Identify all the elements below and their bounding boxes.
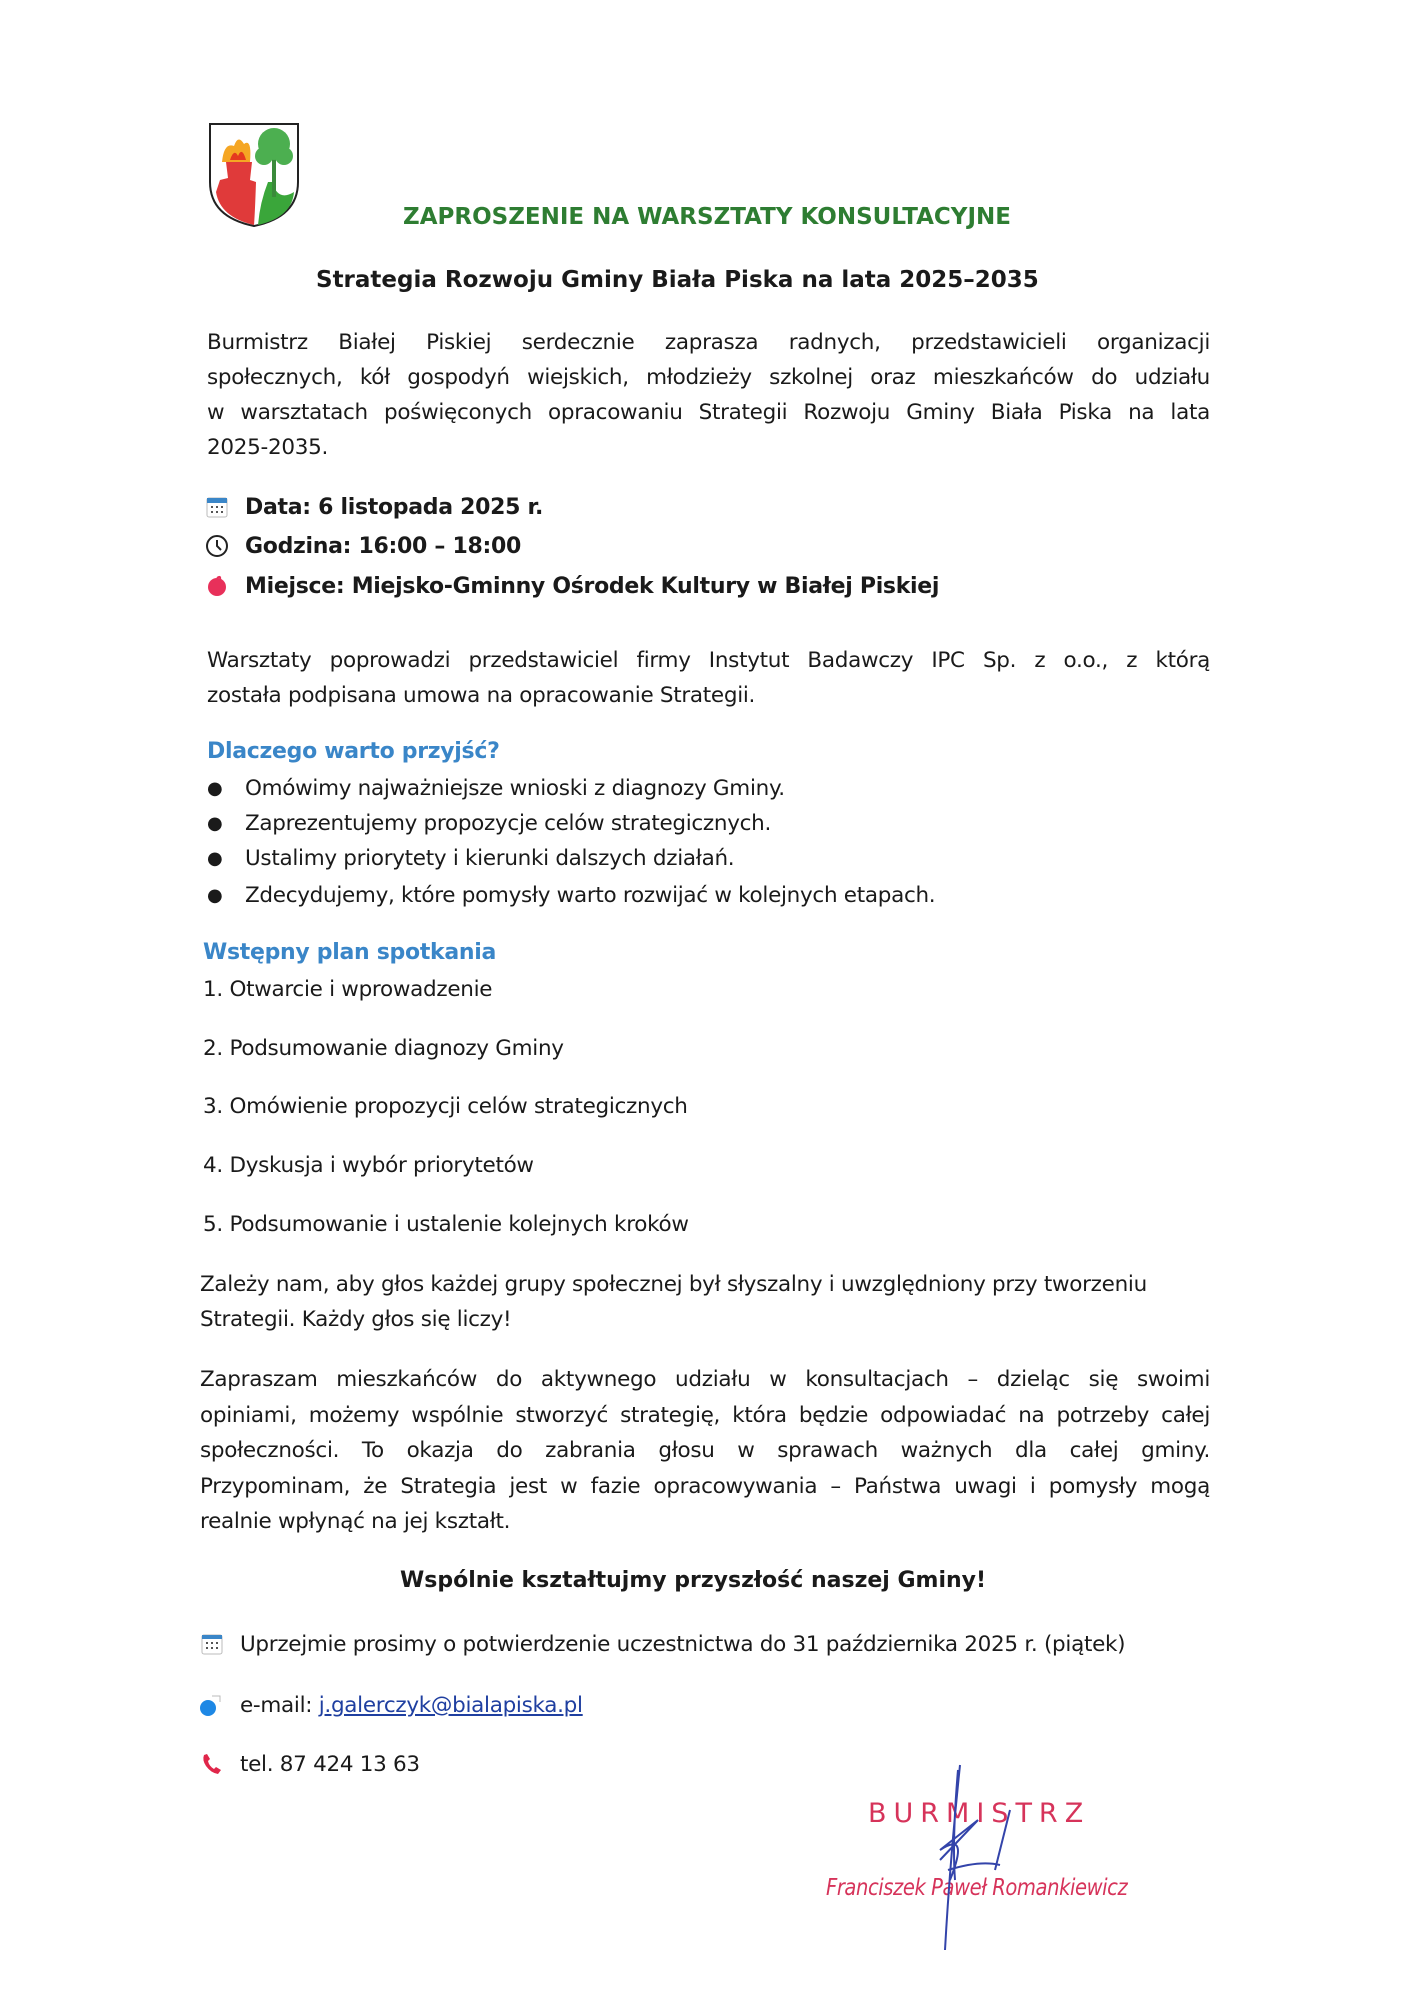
event-date: Data: 6 listopada 2025 r. (245, 495, 544, 520)
facilitator-line: została podpisana umowa na opracowanie Strategii. (207, 683, 756, 708)
list-item: Omówimy najważniejsze wnioski z diagnozy Gminy. (245, 776, 785, 801)
list-item: 1. Otwarcie i wprowadzenie (203, 977, 493, 1002)
bullet-icon: ● (207, 848, 223, 869)
clock-icon (205, 534, 229, 558)
intro-line: 2025-2035. (207, 435, 329, 460)
list-item: Zdecydujemy, które pomysły warto rozwijać w kolejnych etapach. (245, 883, 936, 908)
invite-line: realnie wpłynąć na jej kształt. (200, 1509, 511, 1534)
email-line (240, 1693, 1243, 1718)
why-heading: Dlaczego warto przyjść? (207, 739, 500, 764)
invite-line: opiniami, możemy wspólnie stworzyć strategię, która będzie odpowiadać na potrzeby całej (200, 1403, 1210, 1428)
list-item: Ustalimy priorytety i kierunki dalszych działań. (245, 846, 735, 871)
list-item: 3. Omówienie propozycji celów strategicznych (203, 1094, 688, 1119)
list-item: 5. Podsumowanie i ustalenie kolejnych kroków (203, 1212, 689, 1237)
invite-line: Przypominam, że Strategia jest w fazie opracowywania – Państwa uwagi i pomysły mogą (200, 1474, 1210, 1499)
intro-line: społecznych, kół gospodyń wiejskich, młodzieży szkolnej oraz mieszkańców do udziału (207, 365, 1210, 390)
event-place: Miejsce: Miejsko-Gminny Ośrodek Kultury w Białej Piskiej (245, 574, 940, 599)
document-subtitle: Strategia Rozwoju Gminy Biała Piska na lata 2025–2035 (316, 267, 1039, 293)
invite-line: społeczności. To okazja do zabrania głosu w sprawach ważnych dla całej gminy. (200, 1438, 1210, 1463)
list-item: 4. Dyskusja i wybór priorytetów (203, 1153, 534, 1178)
intro-line: Burmistrz Białej Piskiej serdecznie zaprasza radnych, przedstawicieli organizacji (207, 330, 1210, 355)
phone-icon (200, 1752, 224, 1776)
stamp-role: BURMISTRZ (868, 1798, 1091, 1829)
list-item: 2. Podsumowanie diagnozy Gminy (203, 1036, 564, 1061)
email-icon (198, 1694, 222, 1718)
location-pin-icon (205, 574, 229, 598)
bullet-icon: ● (207, 813, 223, 834)
bullet-icon: ● (207, 885, 223, 906)
slogan: Wspólnie kształtujmy przyszłość naszej Gminy! (400, 1568, 987, 1593)
stamp-name: Franciszek Paweł Romankiewicz (826, 1875, 1128, 1901)
email-label: e-mail: (240, 1693, 313, 1718)
voice-line: Zależy nam, aby głos każdej grupy społecznej był słyszalny i uwzględniony przy tworzeniu (200, 1272, 1147, 1297)
list-item: Zaprezentujemy propozycje celów strategicznych. (245, 811, 772, 836)
calendar-icon (205, 495, 229, 519)
email-link[interactable]: j.galerczyk@bialapiska.pl (318, 1693, 583, 1718)
facilitator-line: Warsztaty poprowadzi przedstawiciel firmy Instytut Badawczy IPC Sp. z o.o., z którą (207, 648, 1210, 673)
event-time: Godzina: 16:00 – 18:00 (245, 534, 522, 559)
intro-line: w warsztatach poświęconych opracowaniu Strategii Rozwoju Gminy Biała Piska na lata (207, 400, 1210, 425)
voice-line: Strategii. Każdy głos się liczy! (200, 1307, 512, 1332)
invite-line: Zapraszam mieszkańców do aktywnego udziału w konsultacjach – dzieląc się swoimi (200, 1367, 1210, 1392)
handwritten-signature (900, 1760, 1030, 1950)
plan-heading: Wstępny plan spotkania (203, 940, 497, 965)
phone-text: tel. 87 424 13 63 (240, 1752, 420, 1777)
rsvp-text: Uprzejmie prosimy o potwierdzenie uczestnictwa do 31 października 2025 r. (piątek) (240, 1632, 1126, 1657)
bullet-icon: ● (207, 778, 223, 799)
document-title: ZAPROSZENIE NA WARSZTATY KONSULTACYJNE (403, 204, 1011, 230)
calendar-icon (200, 1632, 224, 1656)
